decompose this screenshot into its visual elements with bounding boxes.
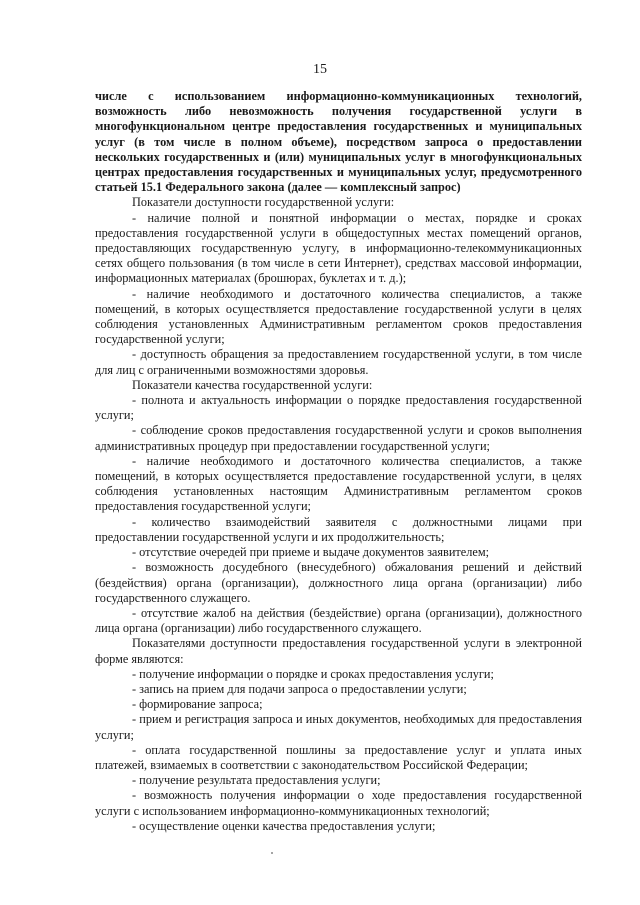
paragraph-item: - оплата государственной пошлины за предоставление услуг и уплата иных платежей, взимаемых в соответствии с законодательством Российской Федерации; bbox=[95, 742, 582, 772]
paragraph-item: - наличие необходимого и достаточного количества специалистов, а также помещений, в которых осуществляется предоставление государственной услуги в целях соблюдения установленных Административным регламентом сроков предоставления государственной услуги; bbox=[95, 286, 582, 347]
paragraph-item: - возможность получения информации о ходе предоставления государственной услуги с использованием информационно-коммуникационных технологий; bbox=[95, 788, 582, 818]
paragraph-electronic-heading: Показателями доступности предоставления государственной услуги в электронной форме являются: bbox=[95, 636, 582, 666]
paragraph-item: - доступность обращения за предоставлением государственной услуги, в том числе для лиц с ограниченными возможностями здоровья. bbox=[95, 347, 582, 377]
paragraph-quality-heading: Показатели качества государственной услуги: bbox=[132, 377, 373, 392]
paragraph-item: - получение результата предоставления услуги; bbox=[132, 773, 381, 788]
paragraph-item: - запись на прием для подачи запроса о предоставлении услуги; bbox=[132, 681, 467, 696]
paragraph-item: - отсутствие жалоб на действия (бездействие) органа (организации), должностного лица органа (организации) либо государственного служащего. bbox=[95, 605, 582, 636]
paragraph-item: - получение информации о порядке и сроках предоставления услуги; bbox=[132, 666, 494, 681]
paragraph-item: - возможность досудебного (внесудебного) обжалования решений и действий (бездействия) органа (организации), должностного лица органа (организации) либо государственного служащего. bbox=[95, 560, 582, 605]
scan-speck bbox=[271, 852, 273, 854]
paragraph-item: - формирование запроса; bbox=[132, 697, 263, 712]
paragraph-intro-continuation: числе с использованием информационно-коммуникационных технологий, возможность либо невозможность получения государственной услуги в многофункциональном центре предоставления государственных и муниципальных услуг (в том числе в полном объеме), посредством запроса о предоставлении нескольких государственных и (или) муниципальных услуг в многофункциональных центрах предоставления государственных и муниципальных услуг, предусмотренного статьей 15.1 Федерального закона (далее — комплексный запрос) bbox=[95, 89, 582, 195]
page-number: 15 bbox=[313, 62, 327, 77]
paragraph-item: - полнота и актуальность информации о порядке предоставления государственной услуги; bbox=[95, 393, 582, 423]
paragraph-item: - осуществление оценки качества предоставления услуги; bbox=[132, 818, 436, 833]
paragraph-item: - отсутствие очередей при приеме и выдаче документов заявителем; bbox=[132, 545, 490, 560]
paragraph-accessibility-heading: Показатели доступности государственной услуги: bbox=[132, 195, 395, 210]
paragraph-item: - наличие необходимого и достаточного количества специалистов, а также помещений, в которых осуществляется предоставление государственной услуги, в целях соблюдения установленных настоящим Административным регламентом сроков предоставления государственной услуги; bbox=[95, 453, 582, 514]
document-body bbox=[95, 89, 582, 834]
paragraph-item: - количество взаимодействий заявителя с должностными лицами при предоставлении государственной услуги и их продолжительность; bbox=[95, 514, 582, 544]
paragraph-item: - соблюдение сроков предоставления государственной услуги и сроков выполнения административных процедур при предоставлении государственной услуги; bbox=[95, 423, 582, 453]
paragraph-item: - прием и регистрация запроса и иных документов, необходимых для предоставления услуги; bbox=[95, 712, 582, 742]
paragraph-item: - наличие полной и понятной информации о местах, порядке и сроках предоставления государственной услуги в общедоступных местах помещений органов, предоставляющих государственную услугу, в информационно-телекоммуникационных сетях общего пользования (в том числе в сети Интернет), средствах массовой информации, информационных материалах (брошюрах, буклетах и т. д.); bbox=[95, 210, 582, 286]
